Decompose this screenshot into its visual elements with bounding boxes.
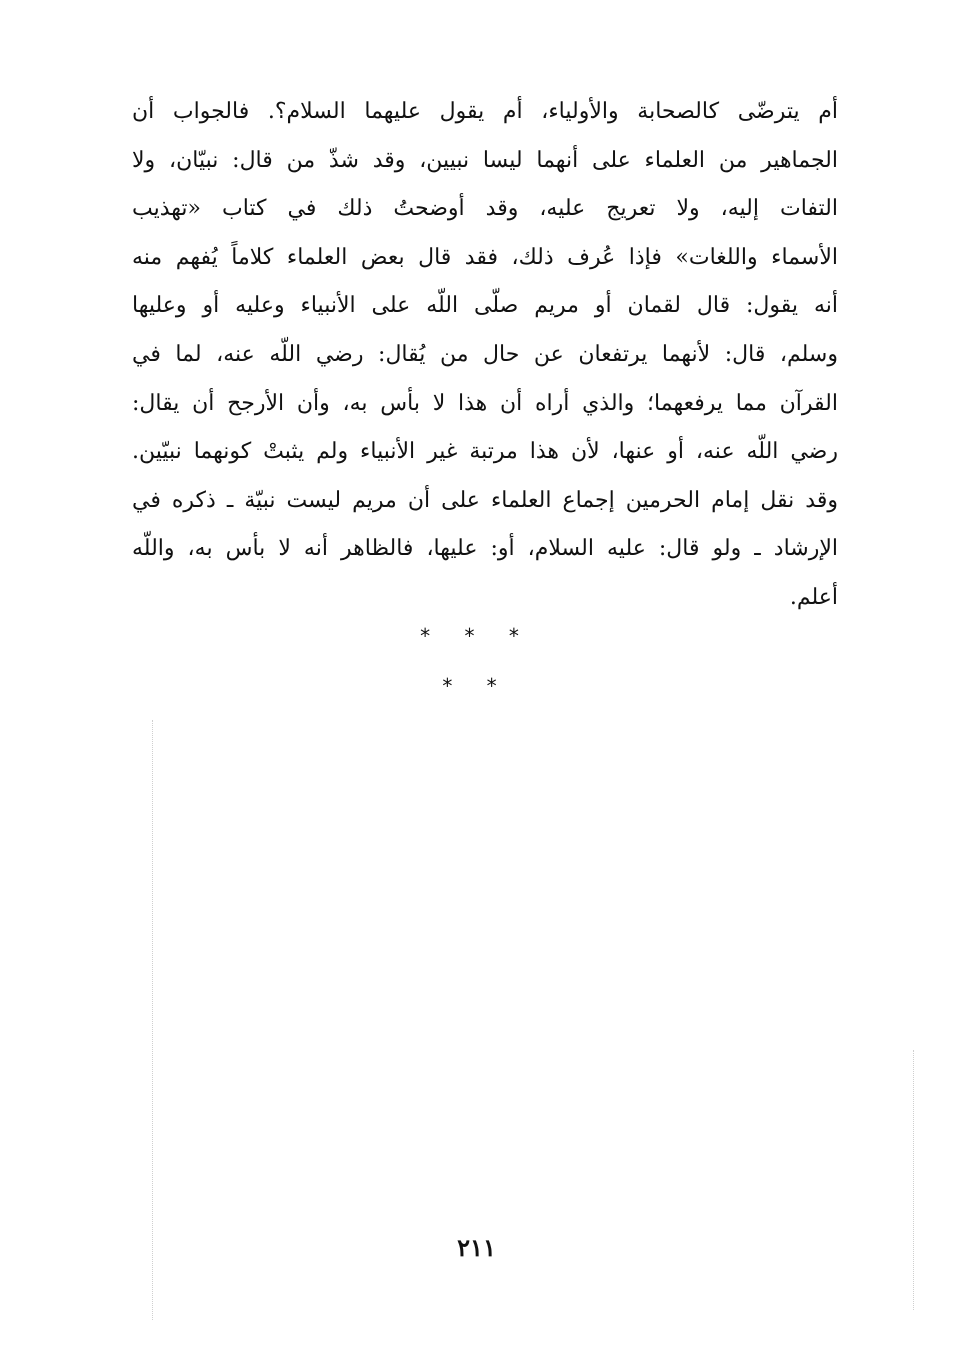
- separator-stars-bottom: * *: [442, 674, 511, 698]
- text-line: الأسماء واللغات» فإذا عُرف ذلك، فقد قال بعض العلماء كلاماً يُفهم منه: [132, 244, 838, 270]
- scan-artifact: [913, 1050, 915, 1310]
- text-line: وقد نقل إمام الحرمين إجماع العلماء على أن مريم ليست نبيّة ـ ذكره في: [132, 487, 838, 513]
- text-line: الإرشاد ـ ولو قال: عليه السلام، أو: عليها، فالظاهر أنه لا بأس به، واللّه: [132, 536, 838, 562]
- text-line: وسلم، قال: لأنهما يرتفعان عن حال من يُقال: رضي اللّه عنه، لما في: [132, 341, 838, 367]
- scan-artifact: [152, 720, 154, 1320]
- separator-stars-top: * * *: [420, 624, 533, 648]
- text-line: رضي اللّه عنه، أو عنها، لأن هذا مرتبة غير الأنبياء ولم يثبتْ كونهما نبيّين.: [132, 439, 838, 465]
- text-line: أم يترضّى كالصحابة والأولياء، أم يقول عليهما السلام؟. فالجواب أن: [132, 99, 838, 124]
- page-number: ٢١١: [457, 1233, 496, 1262]
- text-line: التفات إليه، ولا تعريج عليه، وقد أوضحتُ ذلك في كتاب «تهذيب: [132, 196, 838, 222]
- body-text: [132, 88, 838, 623]
- text-line: أعلم.: [789, 584, 838, 610]
- text-line: القرآن مما يرفعهما؛ والذي أراه أن هذا لا بأس به، وأن الأرجح أن يقال:: [132, 390, 838, 416]
- text-line: أنه يقول: قال لقمان أو مريم صلّى اللّه على الأنبياء وعليه أو وعليها: [132, 293, 838, 319]
- text-line: الجماهير من العلماء على أنهما ليسا نبيين، وقد شذّ من قال: نبيّان، ولا: [132, 147, 838, 173]
